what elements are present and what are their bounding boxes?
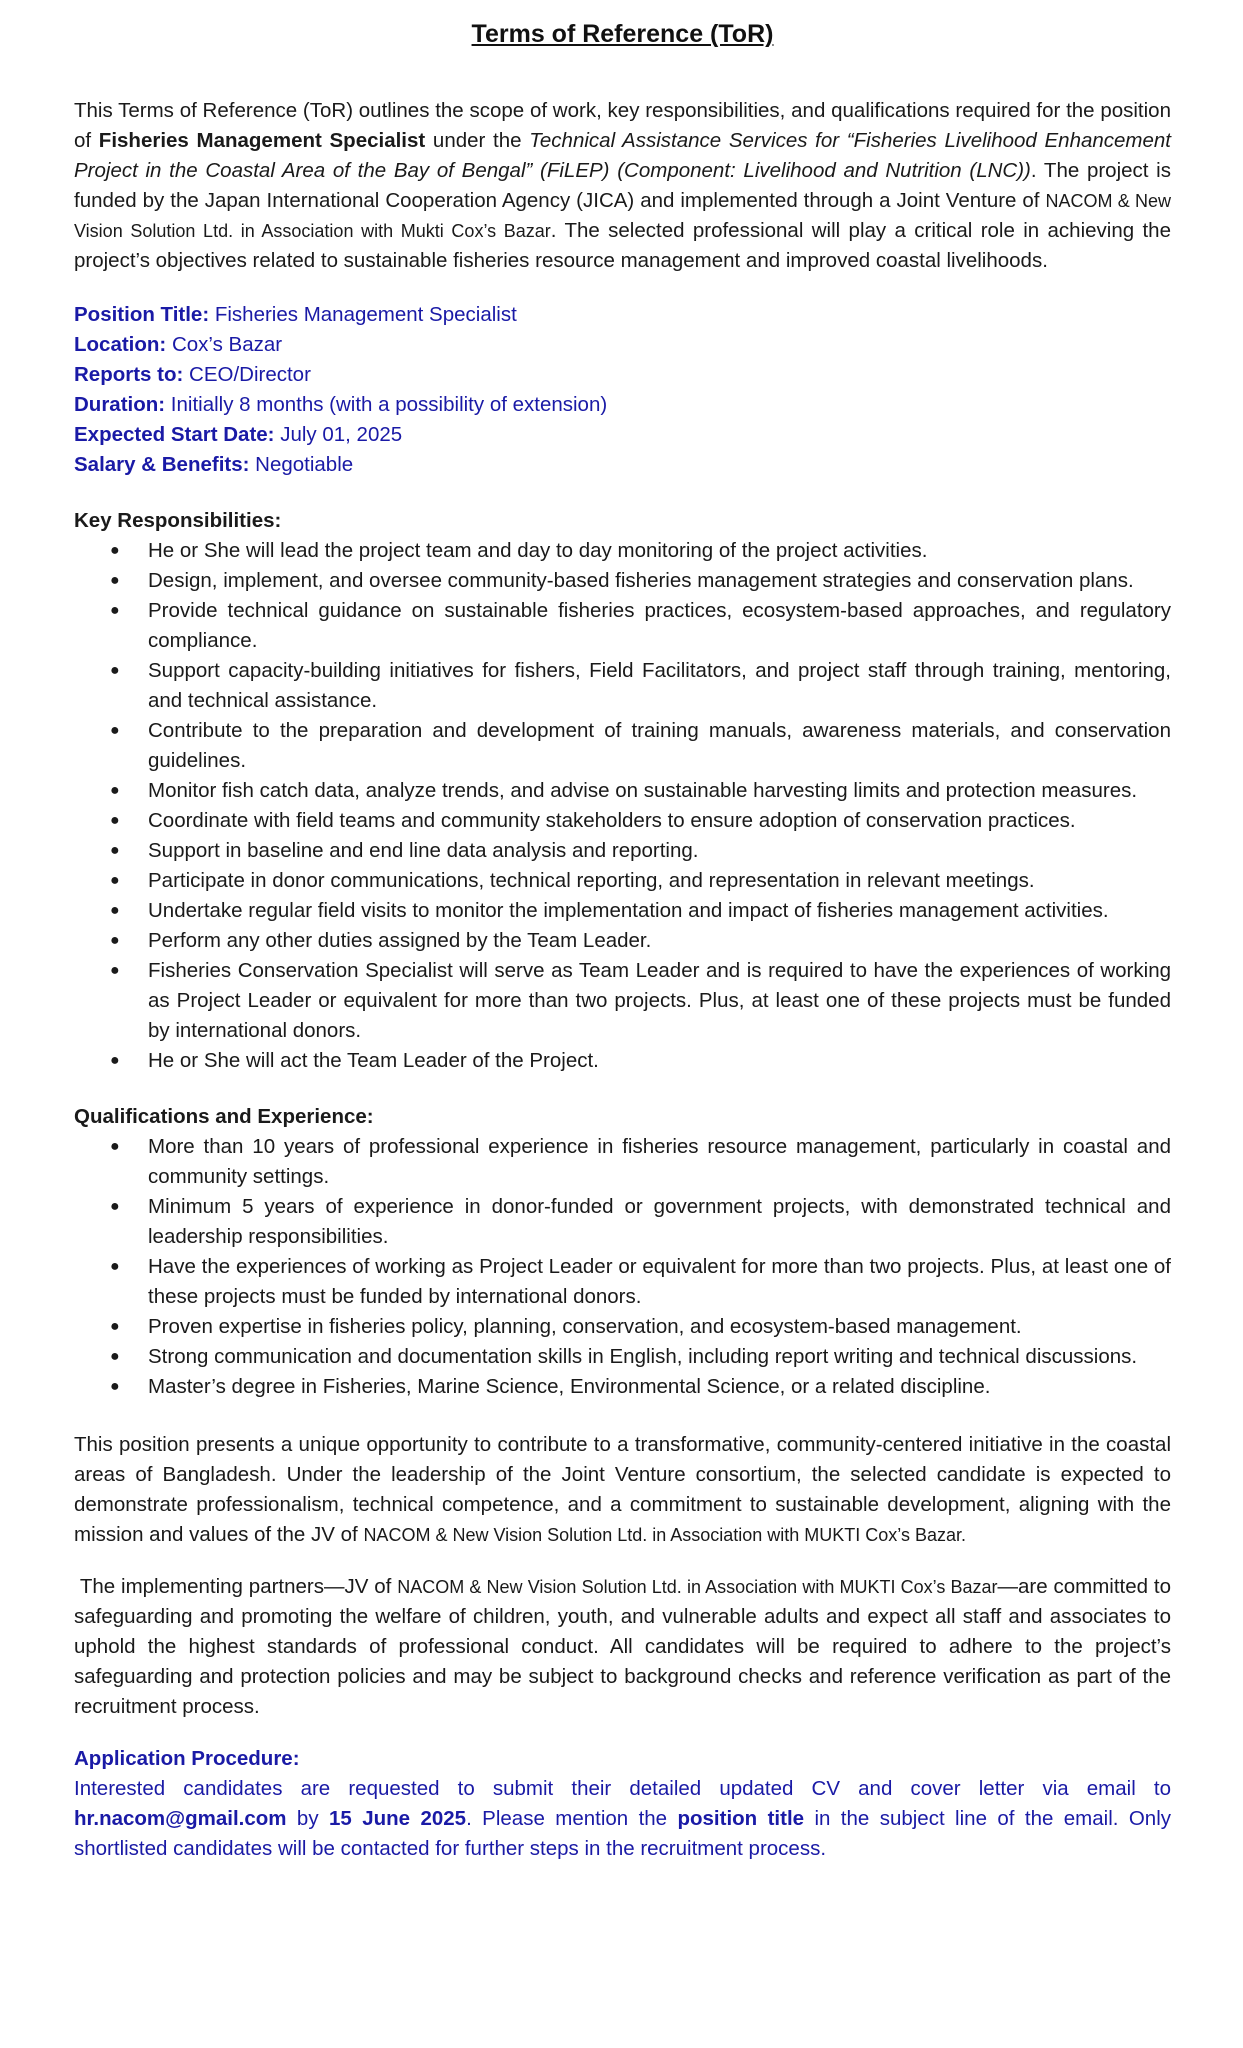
- bullet-icon: ●: [110, 1378, 120, 1395]
- bullet-icon: ●: [110, 572, 120, 589]
- detail-row: [74, 300, 1171, 330]
- detail-label: Location:: [74, 333, 167, 356]
- application-text: [74, 1774, 1171, 1864]
- position-name: Fisheries Management Specialist: [98, 129, 426, 152]
- list-item-text: Support capacity-building initiatives for fishers, Field Facilitators, and project staff through training, mentoring, and technical assistance.: [148, 659, 1171, 712]
- list-item: [74, 926, 1171, 956]
- bullet-icon: ●: [110, 872, 120, 889]
- list-item: [74, 896, 1171, 926]
- list-item: [74, 1192, 1171, 1252]
- list-item: [74, 776, 1171, 806]
- application-email: hr.nacom@gmail.com: [74, 1807, 287, 1830]
- application-text-part: in the subject line of the email. Only shortlisted candidates will be contacted for further steps in the recruitment process.: [74, 1807, 1172, 1860]
- list-item-text: He or She will lead the project team and day to day monitoring of the project activities.: [148, 539, 928, 562]
- detail-label: Expected Start Date:: [74, 423, 275, 446]
- detail-value: CEO/Director: [183, 363, 311, 386]
- list-item-text: Undertake regular field visits to monitor the implementation and impact of fisheries management activities.: [148, 899, 1109, 922]
- detail-value: Initially 8 months (with a possibility of extension): [165, 393, 608, 416]
- closing-paragraph-opportunity: [74, 1430, 1171, 1550]
- detail-value: July 01, 2025: [274, 423, 403, 446]
- jv-name: NACOM & New Vision Solution Ltd. in Association with MUKTI Cox’s Bazar.: [363, 1525, 967, 1545]
- bullet-icon: ●: [110, 722, 120, 739]
- bullet-icon: ●: [110, 842, 120, 859]
- position-details: [74, 300, 1171, 480]
- list-item: [74, 1252, 1171, 1312]
- list-item-text: Minimum 5 years of experience in donor-funded or government projects, with demonstrated technical and leadership responsibilities.: [148, 1195, 1171, 1248]
- detail-value: Cox’s Bazar: [166, 333, 283, 356]
- list-item-text: Contribute to the preparation and development of training manuals, awareness materials, and conservation guidelines.: [148, 719, 1171, 772]
- application-procedure: [74, 1744, 1171, 1864]
- bullet-icon: ●: [110, 1258, 120, 1275]
- application-text-part: Interested candidates are requested to submit their detailed updated CV and cover letter via email to: [74, 1777, 1171, 1800]
- detail-row: [74, 420, 1171, 450]
- detail-value: Fisheries Management Specialist: [209, 303, 517, 326]
- bullet-icon: ●: [110, 602, 120, 619]
- closing-text: The implementing partners—JV of: [74, 1575, 398, 1598]
- list-item-text: Have the experiences of working as Project Leader or equivalent for more than two projects. Plus, at least one of these projects must be funded by international donors.: [148, 1255, 1171, 1308]
- bullet-icon: ●: [110, 1318, 120, 1335]
- list-item: [74, 1312, 1171, 1342]
- list-item: [74, 1046, 1171, 1076]
- list-item-text: He or She will act the Team Leader of the Project.: [148, 1049, 599, 1072]
- intro-text: . The selected professional will play a critical role in achieving the project’s objectives related to sustainable fisheries resource management and improved coastal livelihoods.: [74, 219, 1171, 272]
- closing-text: —are committed to safeguarding and promoting the welfare of children, youth, and vulnerable adults and expect all staff and associates to uphold the highest standards of professional conduct. All candidates will be required to adhere to the project’s safeguarding and protection policies and may be subject to background checks and reference verification as part of the recruitment process.: [74, 1575, 1171, 1718]
- document-title: Terms of Reference (ToR): [471, 20, 774, 48]
- detail-label: Duration:: [74, 393, 166, 416]
- bullet-icon: ●: [110, 902, 120, 919]
- intro-text: . The project is funded by the Japan International Cooperation Agency (JICA) and implemented through a Joint Venture of: [74, 159, 1171, 212]
- bullet-icon: ●: [110, 542, 120, 559]
- list-item: [74, 1342, 1171, 1372]
- project-name: Technical Assistance Services for “Fisheries Livelihood Enhancement Project in the Coastal Area of the Bay of Bengal” (FiLEP) (Component: Livelihood and Nutrition (LNC)): [74, 129, 1172, 182]
- list-item: [74, 596, 1171, 656]
- qualifications-heading: Qualifications and Experience:: [74, 1105, 374, 1128]
- responsibilities-list: [74, 536, 1171, 1076]
- list-item: [74, 566, 1171, 596]
- list-item: [74, 836, 1171, 866]
- list-item-text: Perform any other duties assigned by the Team Leader.: [148, 929, 652, 952]
- list-item: [74, 1372, 1171, 1402]
- qualifications-list: [74, 1132, 1171, 1402]
- detail-row: [74, 330, 1171, 360]
- list-item: [74, 1132, 1171, 1192]
- list-item-text: Strong communication and documentation skills in English, including report writing and technical discussions.: [148, 1345, 1138, 1368]
- bullet-icon: ●: [110, 962, 120, 979]
- list-item-text: More than 10 years of professional experience in fisheries resource management, particularly in coastal and community settings.: [148, 1135, 1171, 1188]
- intro-paragraph: [74, 96, 1171, 276]
- application-heading: Application Procedure:: [74, 1747, 300, 1770]
- list-item-text: Monitor fish catch data, analyze trends, and advise on sustainable harvesting limits and protection measures.: [148, 779, 1138, 802]
- list-item: [74, 656, 1171, 716]
- jv-name: NACOM & New Vision Solution Ltd. in Association with MUKTI Cox’s Bazar: [397, 1577, 998, 1597]
- application-text-part: by: [286, 1807, 329, 1830]
- intro-text: under the: [425, 129, 530, 152]
- intro-text: This Terms of Reference (ToR) outlines the scope of work, key responsibilities, and qualifications required for the position of: [74, 99, 1171, 152]
- list-item-text: Proven expertise in fisheries policy, planning, conservation, and ecosystem-based management.: [148, 1315, 1022, 1338]
- application-deadline: 15 June 2025: [329, 1807, 467, 1830]
- detail-value: Negotiable: [249, 453, 354, 476]
- detail-label: Salary & Benefits:: [74, 453, 250, 476]
- bullet-icon: ●: [110, 1348, 120, 1365]
- list-item-text: Coordinate with field teams and community stakeholders to ensure adoption of conservation practices.: [148, 809, 1076, 832]
- detail-label: Reports to:: [74, 363, 184, 386]
- detail-row: [74, 390, 1171, 420]
- jv-name: NACOM & New Vision Solution Ltd. in Association with Mukti Cox’s Bazar: [74, 191, 1172, 241]
- detail-row: [74, 360, 1171, 390]
- list-item: [74, 536, 1171, 566]
- list-item: [74, 806, 1171, 836]
- detail-label: Position Title:: [74, 303, 210, 326]
- list-item-text: Fisheries Conservation Specialist will serve as Team Leader and is required to have the experiences of working as Project Leader or equivalent for more than two projects. Plus, at least one of these projects must be funded by international donors.: [148, 959, 1171, 1042]
- bullet-icon: ●: [110, 812, 120, 829]
- list-item-text: Support in baseline and end line data analysis and reporting.: [148, 839, 699, 862]
- detail-row: [74, 450, 1171, 480]
- closing-text: This position presents a unique opportunity to contribute to a transformative, community-centered initiative in the coastal areas of Bangladesh. Under the leadership of the Joint Venture consortium, the selected candidate is expected to demonstrate professionalism, technical competence, and a commitment to sustainable development, aligning with the mission and values of the JV of: [74, 1433, 1171, 1546]
- list-item-text: Participate in donor communications, technical reporting, and representation in relevant meetings.: [148, 869, 1035, 892]
- application-position-title: position title: [677, 1807, 805, 1830]
- list-item: [74, 956, 1171, 1046]
- list-item: [74, 866, 1171, 896]
- bullet-icon: ●: [110, 1052, 120, 1069]
- list-item: [74, 716, 1171, 776]
- list-item-text: Provide technical guidance on sustainable fisheries practices, ecosystem-based approaches, and regulatory compliance.: [148, 599, 1171, 652]
- closing-paragraph-safeguarding: [74, 1572, 1171, 1722]
- application-text-part: . Please mention the: [466, 1807, 678, 1830]
- bullet-icon: ●: [110, 1198, 120, 1215]
- bullet-icon: ●: [110, 932, 120, 949]
- responsibilities-heading: Key Responsibilities:: [74, 509, 282, 532]
- bullet-icon: ●: [110, 662, 120, 679]
- bullet-icon: ●: [110, 782, 120, 799]
- list-item-text: Design, implement, and oversee community-based fisheries management strategies and conservation plans.: [148, 569, 1134, 592]
- list-item-text: Master’s degree in Fisheries, Marine Science, Environmental Science, or a related discipline.: [148, 1375, 991, 1398]
- bullet-icon: ●: [110, 1138, 120, 1155]
